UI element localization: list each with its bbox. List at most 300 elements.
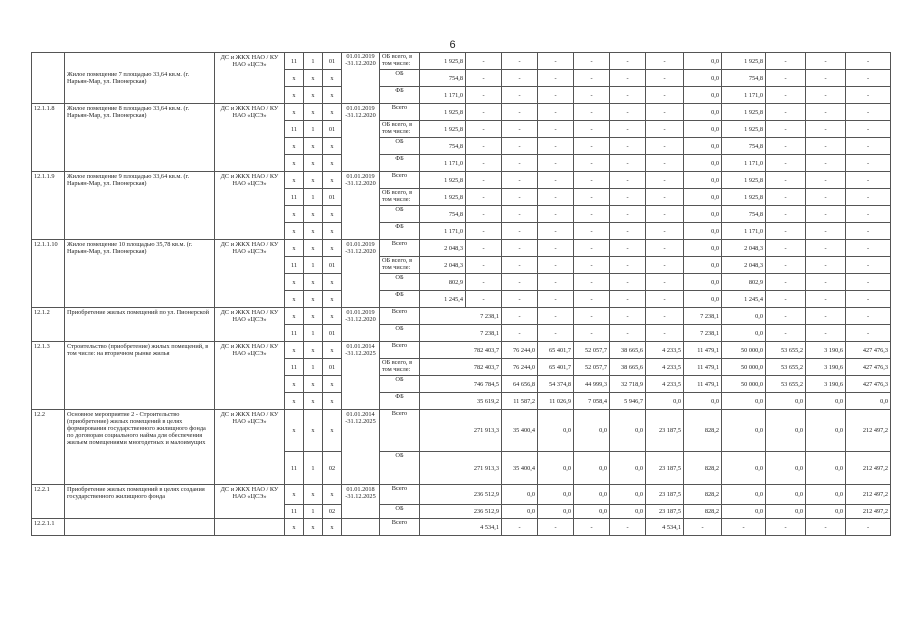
funding-source: ОБ: [380, 138, 420, 155]
value-cell: 0,0: [766, 452, 806, 485]
value-cell: -: [646, 121, 684, 138]
value-cell: 23 187,5: [646, 452, 684, 485]
value-cell: -: [846, 223, 891, 240]
funding-source: ФБ: [380, 393, 420, 410]
value-cell: -: [846, 189, 891, 206]
code-k1: 11: [285, 505, 304, 519]
value-cell: 2 048,3: [420, 257, 466, 274]
row-period: 01.01.2014 -31.12.2025: [342, 342, 380, 410]
value-cell: -: [466, 70, 502, 87]
value-cell: -: [846, 257, 891, 274]
value-cell: -: [766, 257, 806, 274]
code-k3: х: [323, 206, 342, 223]
value-cell: -: [846, 172, 891, 189]
value-cell: 53 655,2: [766, 359, 806, 376]
row-code: 12.1.1.9: [32, 172, 65, 240]
value-cell: 271 913,3: [420, 410, 502, 452]
row-executor: ДС и ЖКХ НАО / КУ НАО «ЦСЭ»: [215, 410, 285, 485]
value-cell: -: [502, 121, 538, 138]
value-cell: 271 913,3: [420, 452, 502, 485]
funding-source: Всего: [380, 240, 420, 257]
value-cell: -: [806, 121, 846, 138]
value-cell: -: [610, 104, 646, 121]
value-cell: -: [610, 257, 646, 274]
code-k1: 11: [285, 359, 304, 376]
code-k1: х: [285, 308, 304, 325]
code-k1: х: [285, 172, 304, 189]
value-cell: -: [502, 172, 538, 189]
code-k2: х: [304, 70, 323, 87]
value-cell: -: [646, 70, 684, 87]
value-cell: -: [538, 53, 574, 70]
value-cell: -: [466, 257, 502, 274]
value-cell: 0,0: [806, 393, 846, 410]
value-cell: 0,0: [684, 121, 722, 138]
value-cell: -: [766, 87, 806, 104]
code-k3: х: [323, 223, 342, 240]
value-cell: -: [806, 70, 846, 87]
value-cell: 1 925,8: [722, 189, 766, 206]
code-k2: 1: [304, 53, 323, 70]
value-cell: 828,2: [684, 485, 722, 505]
value-cell: -: [646, 291, 684, 308]
value-cell: 1 171,0: [420, 155, 466, 172]
value-cell: 7 238,1: [420, 308, 502, 325]
value-cell: -: [502, 223, 538, 240]
value-cell: 0,0: [610, 452, 646, 485]
table-row: [32, 308, 891, 325]
value-cell: 52 057,7: [574, 359, 610, 376]
value-cell: 0,0: [722, 452, 766, 485]
value-cell: 0,0: [684, 257, 722, 274]
value-cell: -: [846, 121, 891, 138]
code-k3: 01: [323, 325, 342, 342]
value-cell: -: [806, 138, 846, 155]
value-cell: 7 238,1: [684, 325, 722, 342]
value-cell: 4 534,1: [646, 519, 684, 536]
value-cell: -: [574, 274, 610, 291]
value-cell: -: [610, 70, 646, 87]
value-cell: 2 048,3: [722, 257, 766, 274]
code-k3: 02: [323, 452, 342, 485]
value-cell: 0,0: [538, 452, 574, 485]
value-cell: -: [646, 155, 684, 172]
value-cell: -: [538, 87, 574, 104]
value-cell: 0,0: [574, 452, 610, 485]
value-cell: -: [610, 87, 646, 104]
value-cell: 1 245,4: [722, 291, 766, 308]
code-k3: 01: [323, 189, 342, 206]
row-code: 12.2.1.1: [32, 519, 65, 536]
value-cell: -: [846, 104, 891, 121]
value-cell: -: [766, 308, 806, 325]
value-cell: -: [846, 138, 891, 155]
table-row: [32, 240, 891, 257]
value-cell: -: [538, 223, 574, 240]
code-k3: х: [323, 87, 342, 104]
value-cell: 35 619,2: [420, 393, 502, 410]
code-k2: 1: [304, 359, 323, 376]
value-cell: -: [574, 155, 610, 172]
code-k3: х: [323, 308, 342, 325]
value-cell: -: [466, 53, 502, 70]
value-cell: 802,9: [722, 274, 766, 291]
value-cell: -: [646, 104, 684, 121]
funding-source: ОБ: [380, 70, 420, 87]
value-cell: -: [466, 104, 502, 121]
code-k2: х: [304, 172, 323, 189]
value-cell: 0,0: [684, 393, 722, 410]
code-k1: х: [285, 87, 304, 104]
value-cell: 0,0: [722, 505, 766, 519]
value-cell: 0,0: [722, 325, 766, 342]
value-cell: 4 534,1: [420, 519, 502, 536]
value-cell: 0,0: [684, 53, 722, 70]
value-cell: 427 476,3: [846, 359, 891, 376]
code-k2: 1: [304, 505, 323, 519]
row-executor: ДС и ЖКХ НАО / КУ НАО «ЦСЭ»: [215, 342, 285, 410]
value-cell: 0,0: [684, 87, 722, 104]
value-cell: -: [806, 104, 846, 121]
value-cell: 0,0: [684, 138, 722, 155]
value-cell: 50 000,0: [722, 376, 766, 393]
value-cell: 4 233,5: [646, 359, 684, 376]
row-name: Строительство (приобретение) жилых помещений, в том числе: на вторичном рынке жилья: [65, 342, 215, 410]
value-cell: -: [502, 519, 538, 536]
value-cell: -: [646, 189, 684, 206]
value-cell: -: [574, 189, 610, 206]
row-executor: ДС и ЖКХ НАО / КУ НАО «ЦСЭ»: [215, 104, 285, 172]
code-k2: х: [304, 393, 323, 410]
value-cell: -: [574, 291, 610, 308]
funding-source: ОБ: [380, 376, 420, 393]
value-cell: 7 238,1: [420, 325, 502, 342]
value-cell: -: [538, 206, 574, 223]
value-cell: -: [502, 206, 538, 223]
code-k1: х: [285, 342, 304, 359]
value-cell: -: [806, 274, 846, 291]
code-k3: 02: [323, 505, 342, 519]
value-cell: -: [538, 70, 574, 87]
value-cell: 236 512,9: [420, 505, 502, 519]
value-cell: -: [806, 189, 846, 206]
value-cell: 0,0: [846, 393, 891, 410]
value-cell: 0,0: [684, 274, 722, 291]
value-cell: -: [538, 519, 574, 536]
value-cell: -: [574, 325, 610, 342]
row-name: Жилое помещение 10 площадью 35,78 кв.м. (г. Нарьян-Мар, ул. Пионерская): [65, 240, 215, 308]
value-cell: -: [766, 53, 806, 70]
code-k3: х: [323, 274, 342, 291]
value-cell: 3 190,6: [806, 376, 846, 393]
value-cell: 11 479,1: [684, 376, 722, 393]
value-cell: 1 171,0: [722, 223, 766, 240]
row-name: Приобретение жилых помещений по ул. Пионерской: [65, 308, 215, 342]
value-cell: 828,2: [684, 410, 722, 452]
value-cell: 0,0: [766, 393, 806, 410]
value-cell: 3 190,6: [806, 342, 846, 359]
value-cell: -: [846, 206, 891, 223]
code-k3: х: [323, 393, 342, 410]
funding-source: Всего: [380, 519, 420, 536]
value-cell: 1 925,8: [420, 104, 466, 121]
value-cell: -: [806, 291, 846, 308]
value-cell: -: [538, 121, 574, 138]
value-cell: -: [466, 206, 502, 223]
value-cell: 212 497,2: [846, 485, 891, 505]
value-cell: 212 497,2: [846, 452, 891, 485]
funding-source: ФБ: [380, 155, 420, 172]
value-cell: 0,0: [722, 308, 766, 325]
value-cell: -: [766, 104, 806, 121]
value-cell: -: [846, 87, 891, 104]
value-cell: -: [466, 291, 502, 308]
code-k3: х: [323, 410, 342, 452]
funding-source: Всего: [380, 342, 420, 359]
value-cell: 754,8: [420, 138, 466, 155]
code-k1: х: [285, 376, 304, 393]
value-cell: 65 401,7: [538, 342, 574, 359]
code-k1: х: [285, 240, 304, 257]
value-cell: 746 784,5: [420, 376, 502, 393]
code-k2: 1: [304, 121, 323, 138]
code-k3: х: [323, 172, 342, 189]
code-k1: х: [285, 274, 304, 291]
value-cell: 11 587,2: [502, 393, 538, 410]
value-cell: 50 000,0: [722, 359, 766, 376]
code-k2: 1: [304, 189, 323, 206]
value-cell: -: [806, 172, 846, 189]
value-cell: 1 925,8: [420, 172, 466, 189]
code-k1: 11: [285, 325, 304, 342]
value-cell: 50 000,0: [722, 342, 766, 359]
row-code: 12.1.2: [32, 308, 65, 342]
table-row: [32, 172, 891, 189]
code-k3: х: [323, 138, 342, 155]
value-cell: 0,0: [766, 485, 806, 505]
value-cell: 0,0: [684, 206, 722, 223]
value-cell: 754,8: [722, 70, 766, 87]
value-cell: 38 665,6: [610, 342, 646, 359]
value-cell: -: [538, 257, 574, 274]
value-cell: -: [610, 206, 646, 223]
value-cell: -: [806, 308, 846, 325]
value-cell: -: [610, 519, 646, 536]
value-cell: 0,0: [610, 505, 646, 519]
value-cell: -: [502, 189, 538, 206]
value-cell: 1 925,8: [722, 172, 766, 189]
funding-source: Всего: [380, 485, 420, 505]
code-k1: х: [285, 519, 304, 536]
funding-source: ОБ всего, в том числе:: [380, 359, 420, 376]
value-cell: -: [574, 257, 610, 274]
value-cell: -: [610, 274, 646, 291]
value-cell: -: [574, 172, 610, 189]
value-cell: 7 058,4: [574, 393, 610, 410]
code-k3: х: [323, 485, 342, 505]
code-k2: х: [304, 291, 323, 308]
value-cell: 1 171,0: [420, 87, 466, 104]
funding-source: ОБ всего, в том числе:: [380, 121, 420, 138]
table-row: [32, 104, 891, 121]
funding-source: Всего: [380, 308, 420, 325]
value-cell: 782 403,7: [420, 359, 502, 376]
value-cell: 0,0: [806, 452, 846, 485]
value-cell: 0,0: [722, 410, 766, 452]
row-code: [32, 53, 65, 104]
value-cell: -: [766, 70, 806, 87]
value-cell: -: [646, 308, 684, 325]
value-cell: 1 245,4: [420, 291, 466, 308]
value-cell: -: [574, 87, 610, 104]
value-cell: -: [502, 291, 538, 308]
value-cell: -: [538, 308, 574, 325]
value-cell: -: [538, 325, 574, 342]
value-cell: -: [766, 138, 806, 155]
code-k3: х: [323, 342, 342, 359]
value-cell: -: [502, 325, 538, 342]
value-cell: 0,0: [610, 410, 646, 452]
value-cell: -: [610, 138, 646, 155]
value-cell: -: [538, 172, 574, 189]
funding-source: ОБ: [380, 325, 420, 342]
value-cell: 754,8: [722, 206, 766, 223]
value-cell: -: [766, 172, 806, 189]
funding-source: ОБ: [380, 274, 420, 291]
value-cell: 212 497,2: [846, 505, 891, 519]
value-cell: 0,0: [538, 485, 574, 505]
value-cell: -: [538, 189, 574, 206]
value-cell: -: [466, 155, 502, 172]
value-cell: 0,0: [806, 505, 846, 519]
value-cell: 1 171,0: [420, 223, 466, 240]
value-cell: 0,0: [538, 410, 574, 452]
row-period: 01.01.2018 -31.12.2025: [342, 485, 380, 519]
value-cell: -: [502, 155, 538, 172]
value-cell: 2 048,3: [420, 240, 466, 257]
value-cell: 0,0: [684, 223, 722, 240]
value-cell: 782 403,7: [420, 342, 502, 359]
value-cell: -: [766, 291, 806, 308]
row-code: 12.2: [32, 410, 65, 485]
page-number: 6: [449, 39, 456, 51]
value-cell: 1 925,8: [722, 121, 766, 138]
value-cell: -: [466, 87, 502, 104]
row-code: 12.1.3: [32, 342, 65, 410]
code-k3: 01: [323, 121, 342, 138]
code-k3: х: [323, 291, 342, 308]
row-name: Приобретение жилых помещений в целях создания государственного жилищного фонда: [65, 485, 215, 519]
code-k2: х: [304, 87, 323, 104]
code-k1: х: [285, 104, 304, 121]
value-cell: -: [502, 53, 538, 70]
funding-source: ОБ: [380, 505, 420, 519]
value-cell: -: [646, 53, 684, 70]
code-k2: х: [304, 240, 323, 257]
value-cell: -: [646, 206, 684, 223]
value-cell: 1 171,0: [722, 155, 766, 172]
value-cell: -: [646, 325, 684, 342]
value-cell: 76 244,0: [502, 359, 538, 376]
value-cell: -: [766, 206, 806, 223]
value-cell: -: [766, 223, 806, 240]
value-cell: -: [646, 138, 684, 155]
value-cell: -: [574, 223, 610, 240]
code-k2: х: [304, 155, 323, 172]
value-cell: 236 512,9: [420, 485, 502, 505]
code-k2: х: [304, 519, 323, 536]
funding-source: ФБ: [380, 87, 420, 104]
code-k3: 01: [323, 359, 342, 376]
row-executor: ДС и ЖКХ НАО / КУ НАО «ЦСЭ»: [215, 172, 285, 240]
value-cell: -: [502, 104, 538, 121]
funding-source: ОБ всего, в том числе:: [380, 189, 420, 206]
value-cell: -: [646, 172, 684, 189]
value-cell: -: [846, 240, 891, 257]
code-k2: 1: [304, 452, 323, 485]
value-cell: 4 233,5: [646, 342, 684, 359]
table-body: [32, 53, 891, 536]
row-period: 01.01.2019 -31.12.2020: [342, 104, 380, 172]
table-row: [32, 53, 891, 70]
code-k1: х: [285, 155, 304, 172]
code-k2: х: [304, 206, 323, 223]
value-cell: -: [806, 325, 846, 342]
value-cell: 23 187,5: [646, 410, 684, 452]
value-cell: 53 655,2: [766, 376, 806, 393]
value-cell: -: [846, 308, 891, 325]
code-k2: 1: [304, 325, 323, 342]
value-cell: 1 925,8: [722, 53, 766, 70]
value-cell: -: [610, 172, 646, 189]
value-cell: 35 400,4: [502, 410, 538, 452]
value-cell: -: [574, 70, 610, 87]
code-k1: х: [285, 70, 304, 87]
value-cell: -: [646, 240, 684, 257]
value-cell: -: [806, 53, 846, 70]
value-cell: 0,0: [502, 485, 538, 505]
code-k1: 11: [285, 189, 304, 206]
code-k3: 01: [323, 53, 342, 70]
value-cell: -: [538, 155, 574, 172]
value-cell: 0,0: [684, 104, 722, 121]
value-cell: 0,0: [646, 393, 684, 410]
code-k3: х: [323, 240, 342, 257]
value-cell: 0,0: [684, 189, 722, 206]
value-cell: 52 057,7: [574, 342, 610, 359]
value-cell: -: [766, 155, 806, 172]
code-k2: х: [304, 104, 323, 121]
value-cell: -: [538, 104, 574, 121]
value-cell: -: [502, 274, 538, 291]
value-cell: -: [806, 206, 846, 223]
funding-source: ОБ всего, в том числе:: [380, 53, 420, 70]
value-cell: 7 238,1: [684, 308, 722, 325]
code-k3: х: [323, 70, 342, 87]
value-cell: -: [806, 223, 846, 240]
value-cell: -: [574, 53, 610, 70]
row-period: 01.01.2019 -31.12.2020: [342, 240, 380, 308]
value-cell: 0,0: [806, 410, 846, 452]
value-cell: -: [502, 240, 538, 257]
value-cell: -: [766, 189, 806, 206]
budget-table: [31, 52, 891, 536]
row-name: Основное мероприятие 2 - Строительство (приобретение) жилых помещений в целях формирования государственного жилищного фонда по договорам социального найма для обеспечения жильем помещениями многодетных и малоимущих: [65, 410, 215, 485]
value-cell: 0,0: [806, 485, 846, 505]
table-row: [32, 519, 891, 536]
value-cell: 5 946,7: [610, 393, 646, 410]
value-cell: 0,0: [684, 172, 722, 189]
